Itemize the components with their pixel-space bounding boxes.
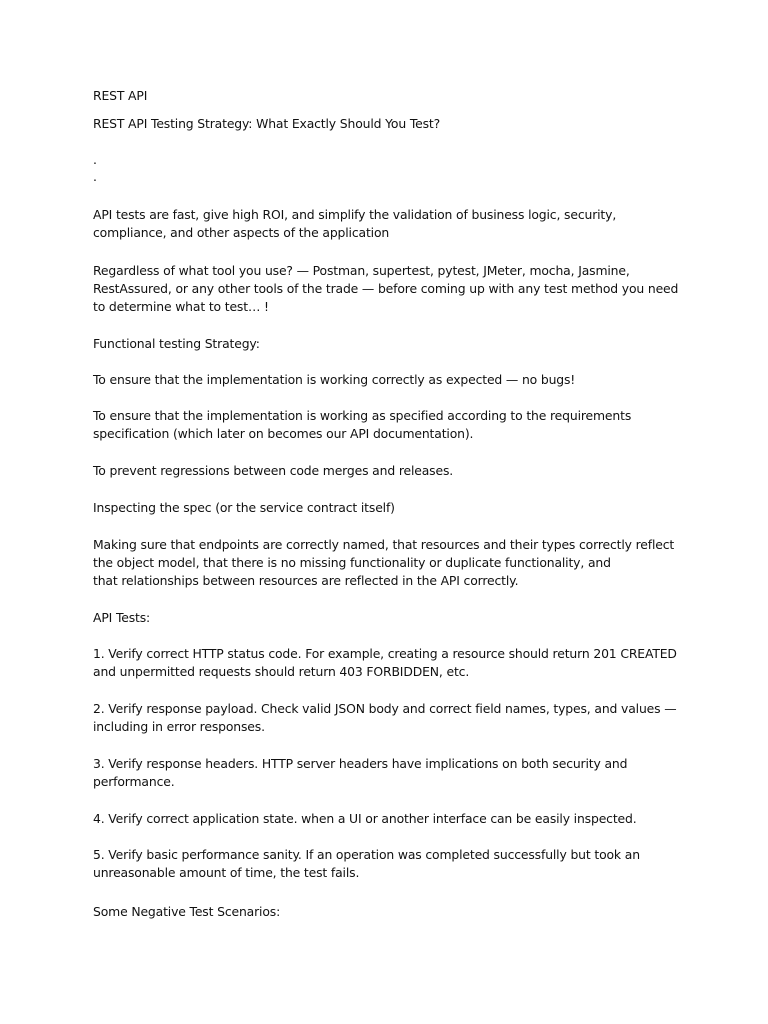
test-item-5: 5. Verify basic performance sanity. If an operation was completed successfully but took an unreasonable amount of time, the test fails. (93, 847, 640, 881)
goal-paragraph-1: To ensure that the implementation is working correctly as expected — no bugs! (93, 372, 576, 387)
test-item-1: 1. Verify correct HTTP status code. For example, creating a resource should return 201 CREATED and unpermitted requests should return 403 FORBIDDEN, etc. (93, 646, 677, 680)
doc-title: REST API Testing Strategy: What Exactly Should You Test? (93, 116, 441, 131)
dot-marker-1: . (93, 152, 97, 167)
negative-heading: Some Negative Test Scenarios: (93, 904, 281, 919)
api-tests-heading: API Tests: (93, 610, 151, 625)
tools-paragraph: Regardless of what tool you use? — Postman, supertest, pytest, JMeter, mocha, Jasmine, RestAssured, or any other tools of the trade — before coming up with any test method you need to determine what to test… ! (93, 263, 679, 315)
test-item-3: 3. Verify response headers. HTTP server headers have implications on both security and performance. (93, 756, 628, 790)
test-item-2: 2. Verify response payload. Check valid JSON body and correct field names, types, and values — including in error responses. (93, 701, 677, 735)
goal-paragraph-2: To ensure that the implementation is working as specified according to the requirements specification (which later on becomes our API documentation). (93, 408, 632, 442)
intro-paragraph: API tests are fast, give high ROI, and simplify the validation of business logic, security, compliance, and other aspects of the application (93, 207, 617, 241)
inspect-paragraph: Making sure that endpoints are correctly named, that resources and their types correctly reflect the object model, that there is no missing functionality or duplicate functionality, and that relationships between resources are reflected in the API correctly. (93, 537, 675, 589)
dot-marker-2: . (93, 169, 97, 184)
test-item-4: 4. Verify correct application state. when a UI or another interface can be easily inspected. (93, 811, 637, 826)
doc-heading: REST API (93, 88, 148, 103)
inspect-heading: Inspecting the spec (or the service contract itself) (93, 500, 395, 515)
functional-heading: Functional testing Strategy: (93, 336, 260, 351)
goal-paragraph-3: To prevent regressions between code merges and releases. (93, 463, 454, 478)
